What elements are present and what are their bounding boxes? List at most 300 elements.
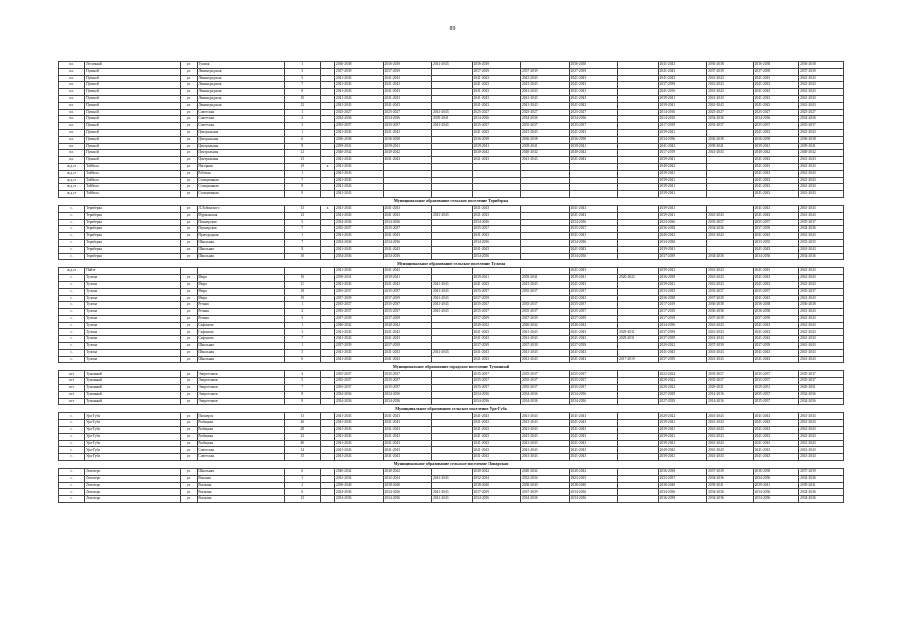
table-cell: 2039-2041: [658, 157, 707, 164]
table-cell: 2039-2041: [658, 427, 707, 434]
table-cell: 2041-2043: [707, 95, 754, 102]
table-cell: 2038-2040: [383, 482, 432, 489]
table-cell: Советская: [197, 109, 284, 116]
table-cell: 2040-2042: [799, 150, 844, 157]
table-cell: ул.: [181, 482, 197, 489]
table-cell: [320, 177, 334, 184]
table-cell: [320, 329, 334, 336]
table-cell: 6: [284, 489, 320, 496]
table-cell: 2039-2041: [658, 191, 707, 198]
table-cell: [432, 356, 472, 363]
table-cell: 2041-2043: [472, 75, 521, 82]
table-cell: Энергетиков: [197, 371, 284, 378]
table-cell: ул.: [181, 75, 197, 82]
table-cell: с.: [59, 427, 85, 434]
table-cell: 2035-2037: [383, 378, 432, 385]
table-cell: 2035-2037: [753, 371, 799, 378]
table-cell: [320, 239, 334, 246]
table-cell: 2041-2043: [753, 191, 799, 198]
table-cell: 2035-2037: [521, 371, 570, 378]
table-cell: 2035-2037: [799, 371, 844, 378]
table-cell: пл.: [59, 136, 85, 143]
table-cell: 2041-2043: [472, 329, 521, 336]
table-cell: 2037-2039: [521, 315, 570, 322]
table-cell: ул.: [181, 288, 197, 295]
table-cell: Мира: [197, 275, 284, 282]
table-cell: 2035-2037: [472, 226, 521, 233]
table-cell: 2035-2037: [383, 385, 432, 392]
table-cell: 2025-2027: [753, 109, 799, 116]
table-cell: Тайбола: [85, 163, 181, 170]
table-cell: Вогмана: [197, 496, 284, 503]
table-cell: 2040-2042: [521, 322, 570, 329]
table-cell: 2036-2038: [658, 226, 707, 233]
table-row: [59, 62, 844, 69]
table-cell: ул.: [181, 102, 197, 109]
table-cell: 1: [284, 302, 320, 309]
table-cell: 2037-2039: [521, 343, 570, 350]
table-cell: а: [320, 163, 334, 170]
table-cell: 2039-2041: [383, 143, 432, 150]
table-cell: 2041-2043: [799, 95, 844, 102]
table-cell: 2034-2036: [753, 116, 799, 123]
table-cell: ул.: [181, 89, 197, 96]
table-cell: 2034-2036: [799, 253, 844, 260]
table-cell: 2041-2043: [472, 246, 521, 253]
table-cell: 2034-2036: [569, 398, 618, 405]
table-row: [59, 177, 844, 184]
table-cell: 2041-2043: [383, 433, 432, 440]
table-cell: Тулома: [85, 281, 181, 288]
table-cell: ул.: [181, 385, 197, 392]
table-cell: [707, 239, 754, 246]
table-cell: [320, 212, 334, 219]
table-cell: [383, 170, 432, 177]
table-cell: с.: [59, 315, 85, 322]
table-cell: [618, 109, 658, 116]
table-cell: ул.: [181, 170, 197, 177]
table-cell: 2041-2043: [569, 246, 618, 253]
table-cell: Рыбацкая: [197, 420, 284, 427]
table-cell: 12: [284, 102, 320, 109]
table-cell: 8: [284, 143, 320, 150]
table-cell: 2036-2038: [799, 62, 844, 69]
table-cell: 2032-2034: [472, 475, 521, 482]
table-cell: с.: [59, 302, 85, 309]
table-cell: 2037-2039: [658, 253, 707, 260]
table-cell: Пушной: [85, 75, 181, 82]
table-cell: 2039-2041: [658, 129, 707, 136]
table-cell: 2034-2036: [753, 489, 799, 496]
table-cell: Туманный: [85, 371, 181, 378]
table-cell: 2034-2036: [383, 219, 432, 226]
table-cell: пл.: [59, 82, 85, 89]
table-row: [59, 239, 844, 246]
table-cell: 2041-2043: [658, 349, 707, 356]
table-cell: 2041-2043: [383, 329, 432, 336]
table-cell: 2034-2036: [383, 398, 432, 405]
table-cell: 5: [284, 349, 320, 356]
table-cell: [472, 268, 521, 275]
table-cell: 2035-2037: [707, 378, 754, 385]
table-row: [59, 116, 844, 123]
table-cell: ул.: [181, 177, 197, 184]
table-cell: 2041-2043: [472, 205, 521, 212]
table-cell: Ленинградская: [197, 102, 284, 109]
table-cell: Рабочая: [197, 170, 284, 177]
table-cell: 2014-2016: [707, 398, 754, 405]
table-cell: 2034-2036: [799, 116, 844, 123]
table-cell: 2037-2039: [335, 295, 384, 302]
table-cell: [618, 315, 658, 322]
table-cell: [432, 246, 472, 253]
table-cell: 2041-2043: [335, 102, 384, 109]
table-cell: Советская: [197, 447, 284, 454]
table-cell: 2: [284, 116, 320, 123]
table-row: [59, 447, 844, 454]
table-cell: 2041-2043: [799, 295, 844, 302]
table-cell: 2041-2043: [335, 413, 384, 420]
table-cell: 2039-2041: [658, 454, 707, 461]
table-row: [59, 123, 844, 130]
table-cell: 19: [284, 163, 320, 170]
table-cell: [618, 268, 658, 275]
table-cell: Териберка: [85, 212, 181, 219]
table-cell: [320, 420, 334, 427]
table-cell: 2034-2036: [707, 226, 754, 233]
table-cell: 2041-2043: [383, 447, 432, 454]
table-cell: 2037-2039: [472, 343, 521, 350]
table-row: [59, 391, 844, 398]
table-cell: [320, 62, 334, 69]
table-cell: а: [320, 205, 334, 212]
table-cell: 2036-2038: [658, 275, 707, 282]
table-cell: 2041-2043: [472, 413, 521, 420]
table-cell: [432, 82, 472, 89]
table-cell: 2041-2043: [432, 62, 472, 69]
table-row: [59, 482, 844, 489]
table-cell: 2034-2036: [335, 489, 384, 496]
table-cell: 2041-2043: [521, 75, 570, 82]
table-cell: 2034-2036: [569, 496, 618, 503]
table-cell: [432, 136, 472, 143]
table-cell: 2035-2037: [383, 309, 432, 316]
table-row: [59, 205, 844, 212]
table-cell: 2041-2043: [569, 102, 618, 109]
table-cell: 2039-2041: [658, 420, 707, 427]
table-cell: Тукмак: [197, 62, 284, 69]
table-cell: 12: [284, 150, 320, 157]
table-cell: с.: [59, 275, 85, 282]
table-cell: [618, 163, 658, 170]
table-cell: Пионерская: [197, 219, 284, 226]
table-cell: 2: [284, 482, 320, 489]
table-cell: [618, 469, 658, 476]
table-cell: 2035-2037: [569, 378, 618, 385]
table-cell: Пушной: [85, 157, 181, 164]
table-cell: [618, 136, 658, 143]
table-cell: 2035-2037: [335, 288, 384, 295]
table-cell: Центральная: [197, 157, 284, 164]
table-cell: 2017-2019: [658, 123, 707, 130]
table-row: [59, 219, 844, 226]
table-row: [59, 233, 844, 240]
table-cell: 5: [284, 75, 320, 82]
table-cell: 2041-2043: [521, 157, 570, 164]
table-row: [59, 356, 844, 363]
table-cell: 2041-2043: [383, 413, 432, 420]
table-cell: пл.: [59, 62, 85, 69]
table-cell: 2034-2036: [707, 496, 754, 503]
table-cell: [432, 371, 472, 378]
table-cell: [320, 349, 334, 356]
table-cell: 2041-2043: [335, 268, 384, 275]
table-cell: ул.: [181, 136, 197, 143]
table-cell: Тулома: [85, 288, 181, 295]
table-cell: 2036-2038: [472, 62, 521, 69]
table-cell: 2041-2043: [753, 82, 799, 89]
table-cell: [432, 163, 472, 170]
table-cell: Тулома: [85, 356, 181, 363]
table-row: [59, 398, 844, 405]
table-cell: 2041-2043: [335, 420, 384, 427]
table-cell: 2033-2035: [799, 239, 844, 246]
table-cell: 2035-2037: [472, 371, 521, 378]
table-cell: Ленинградская: [197, 89, 284, 96]
table-cell: ул.: [181, 239, 197, 246]
table-cell: Териберка: [85, 226, 181, 233]
table-cell: 2041-2043: [472, 349, 521, 356]
table-cell: 18: [284, 288, 320, 295]
table-cell: [432, 413, 472, 420]
table-cell: Энергетиков: [197, 385, 284, 392]
table-cell: Туманный: [85, 378, 181, 385]
table-cell: 2041-2043: [658, 62, 707, 69]
table-cell: 2041-2043: [799, 268, 844, 275]
table-cell: [432, 275, 472, 282]
table-cell: 2041-2043: [753, 454, 799, 461]
table-cell: 2035-2037: [707, 123, 754, 130]
table-row: [59, 288, 844, 295]
table-cell: 2035-2037: [335, 302, 384, 309]
table-cell: с.: [59, 281, 85, 288]
table-cell: 2041-2043: [569, 413, 618, 420]
table-cell: Школьная: [197, 349, 284, 356]
table-cell: Тайбола: [85, 184, 181, 191]
table-cell: 2036-2038: [707, 62, 754, 69]
table-cell: ул.: [181, 62, 197, 69]
table-cell: [320, 440, 334, 447]
table-cell: [383, 177, 432, 184]
table-cell: [320, 275, 334, 282]
table-cell: 10: [284, 275, 320, 282]
table-cell: 2040-2042: [521, 150, 570, 157]
table-cell: [432, 454, 472, 461]
table-cell: 2041-2043: [521, 129, 570, 136]
table-cell: [432, 95, 472, 102]
table-cell: [618, 116, 658, 123]
table-cell: 2035-2037: [799, 219, 844, 226]
table-cell: [618, 184, 658, 191]
page-number: 89: [449, 26, 456, 32]
table-cell: 2039-2041: [753, 143, 799, 150]
table-cell: 2035-2037: [335, 123, 384, 130]
table-cell: 2041-2043: [383, 420, 432, 427]
table-cell: 2041-2043: [383, 246, 432, 253]
table-cell: Речная: [197, 315, 284, 322]
table-cell: 2036-2038: [335, 136, 384, 143]
table-cell: ул.: [181, 184, 197, 191]
table-cell: Тайбола: [85, 170, 181, 177]
table-cell: 2041-2043: [753, 413, 799, 420]
table-cell: [320, 356, 334, 363]
table-cell: 2035-2037: [472, 302, 521, 309]
table-cell: 2039-2041: [432, 116, 472, 123]
table-cell: 2041-2043: [799, 163, 844, 170]
table-cell: 2041-2043: [472, 95, 521, 102]
table-cell: Сафонова: [197, 329, 284, 336]
table-cell: 2040-2042: [569, 150, 618, 157]
table-cell: ул.: [181, 489, 197, 496]
table-cell: 2041-2043: [383, 157, 432, 164]
table-cell: ж.д.ст: [59, 163, 85, 170]
table-cell: 2041-2043: [658, 68, 707, 75]
table-cell: 2041-2043: [335, 205, 384, 212]
table-cell: 2041-2043: [335, 75, 384, 82]
table-cell: Энергетиков: [197, 398, 284, 405]
table-cell: 2041-2043: [799, 157, 844, 164]
table-cell: Школьная: [197, 343, 284, 350]
table-cell: 2041-2043: [335, 191, 384, 198]
table-cell: 2037-2039: [383, 68, 432, 75]
table-cell: 2041-2043: [432, 489, 472, 496]
table-row: [59, 322, 844, 329]
table-cell: Тулома: [85, 295, 181, 302]
table-cell: 2034-2036: [472, 496, 521, 503]
table-cell: 2041-2043: [521, 281, 570, 288]
table-row: [59, 136, 844, 143]
table-cell: 1: [284, 109, 320, 116]
table-cell: ул.: [181, 205, 197, 212]
table-cell: 2035-2037: [335, 371, 384, 378]
table-cell: Туманный: [85, 385, 181, 392]
table-cell: 2037-2039: [383, 315, 432, 322]
table-cell: Ленинградская: [197, 75, 284, 82]
table-cell: пл.: [59, 109, 85, 116]
table-cell: [432, 205, 472, 212]
table-cell: Тулома: [85, 275, 181, 282]
table-cell: 3: [284, 329, 320, 336]
table-cell: 2041-2043: [799, 205, 844, 212]
table-cell: 2041-2043: [707, 447, 754, 454]
table-cell: 2041-2043: [335, 184, 384, 191]
table-cell: 2017-2019: [618, 356, 658, 363]
table-cell: 2041-2043: [335, 281, 384, 288]
table-cell: Лесичный: [85, 62, 181, 69]
table-cell: ул.: [181, 309, 197, 316]
table-cell: ж.д.ст: [59, 268, 85, 275]
table-cell: пл.: [59, 143, 85, 150]
table-cell: 2: [284, 309, 320, 316]
table-cell: 2041-2043: [569, 281, 618, 288]
table-cell: 2041-2043: [335, 246, 384, 253]
table-cell: 6: [284, 469, 320, 476]
table-cell: 2039-2041: [521, 143, 570, 150]
table-cell: 2036-2038: [753, 136, 799, 143]
table-cell: [284, 268, 320, 275]
schedule-table-wrapper: [58, 61, 844, 503]
table-cell: 2035-2037: [383, 288, 432, 295]
table-cell: 2041-2043: [432, 302, 472, 309]
table-cell: 2039-2041: [658, 102, 707, 109]
table-cell: 2036-2038: [799, 302, 844, 309]
table-cell: пл.: [59, 123, 85, 130]
table-cell: Рыбацкая: [197, 433, 284, 440]
table-cell: 2025-2027: [383, 109, 432, 116]
table-cell: Тулома: [85, 336, 181, 343]
table-cell: [432, 482, 472, 489]
table-cell: ул.: [181, 233, 197, 240]
table-cell: с.: [59, 349, 85, 356]
table-cell: Тулома: [85, 309, 181, 316]
table-cell: [383, 191, 432, 198]
table-cell: 2017-2019: [658, 150, 707, 157]
table-cell: [181, 268, 197, 275]
table-cell: 2035-2037: [569, 309, 618, 316]
table-cell: [618, 205, 658, 212]
table-cell: 2034-2036: [569, 116, 618, 123]
table-row: [59, 385, 844, 392]
table-cell: 2035-2037: [753, 123, 799, 130]
table-cell: 2025-2027: [472, 109, 521, 116]
table-cell: ул.: [181, 68, 197, 75]
table-cell: ул.: [181, 253, 197, 260]
table-cell: [432, 391, 472, 398]
table-row: [59, 343, 844, 350]
table-cell: 2034-2036: [383, 253, 432, 260]
section-title: Муниципальное образование городское поселение Туманный: [59, 363, 844, 371]
table-cell: Ловозеро: [85, 469, 181, 476]
table-cell: [618, 309, 658, 316]
table-cell: [707, 191, 754, 198]
table-cell: пгт: [59, 378, 85, 385]
table-cell: 2040-2042: [335, 150, 384, 157]
table-cell: 2041-2043: [335, 356, 384, 363]
table-cell: 2029-2031: [707, 385, 754, 392]
table-cell: 2041-2043: [521, 102, 570, 109]
table-cell: [521, 212, 570, 219]
table-cell: Ура-Губа: [85, 427, 181, 434]
table-cell: 2037-2039: [707, 68, 754, 75]
table-cell: 2039-2041: [707, 482, 754, 489]
table-cell: 2041-2043: [707, 233, 754, 240]
table-cell: с.: [59, 205, 85, 212]
section-header-row: [59, 405, 844, 413]
table-cell: [432, 157, 472, 164]
table-cell: [618, 233, 658, 240]
table-cell: 2041-2043: [799, 102, 844, 109]
table-cell: 2037-2039: [521, 489, 570, 496]
table-cell: [618, 371, 658, 378]
table-cell: 26: [284, 420, 320, 427]
table-cell: [432, 191, 472, 198]
table-cell: 2037-2039: [753, 315, 799, 322]
table-cell: ул.: [181, 116, 197, 123]
table-cell: [320, 68, 334, 75]
table-cell: 2040-2042: [335, 469, 384, 476]
table-cell: 13: [284, 205, 320, 212]
table-cell: 2037-2039: [753, 226, 799, 233]
